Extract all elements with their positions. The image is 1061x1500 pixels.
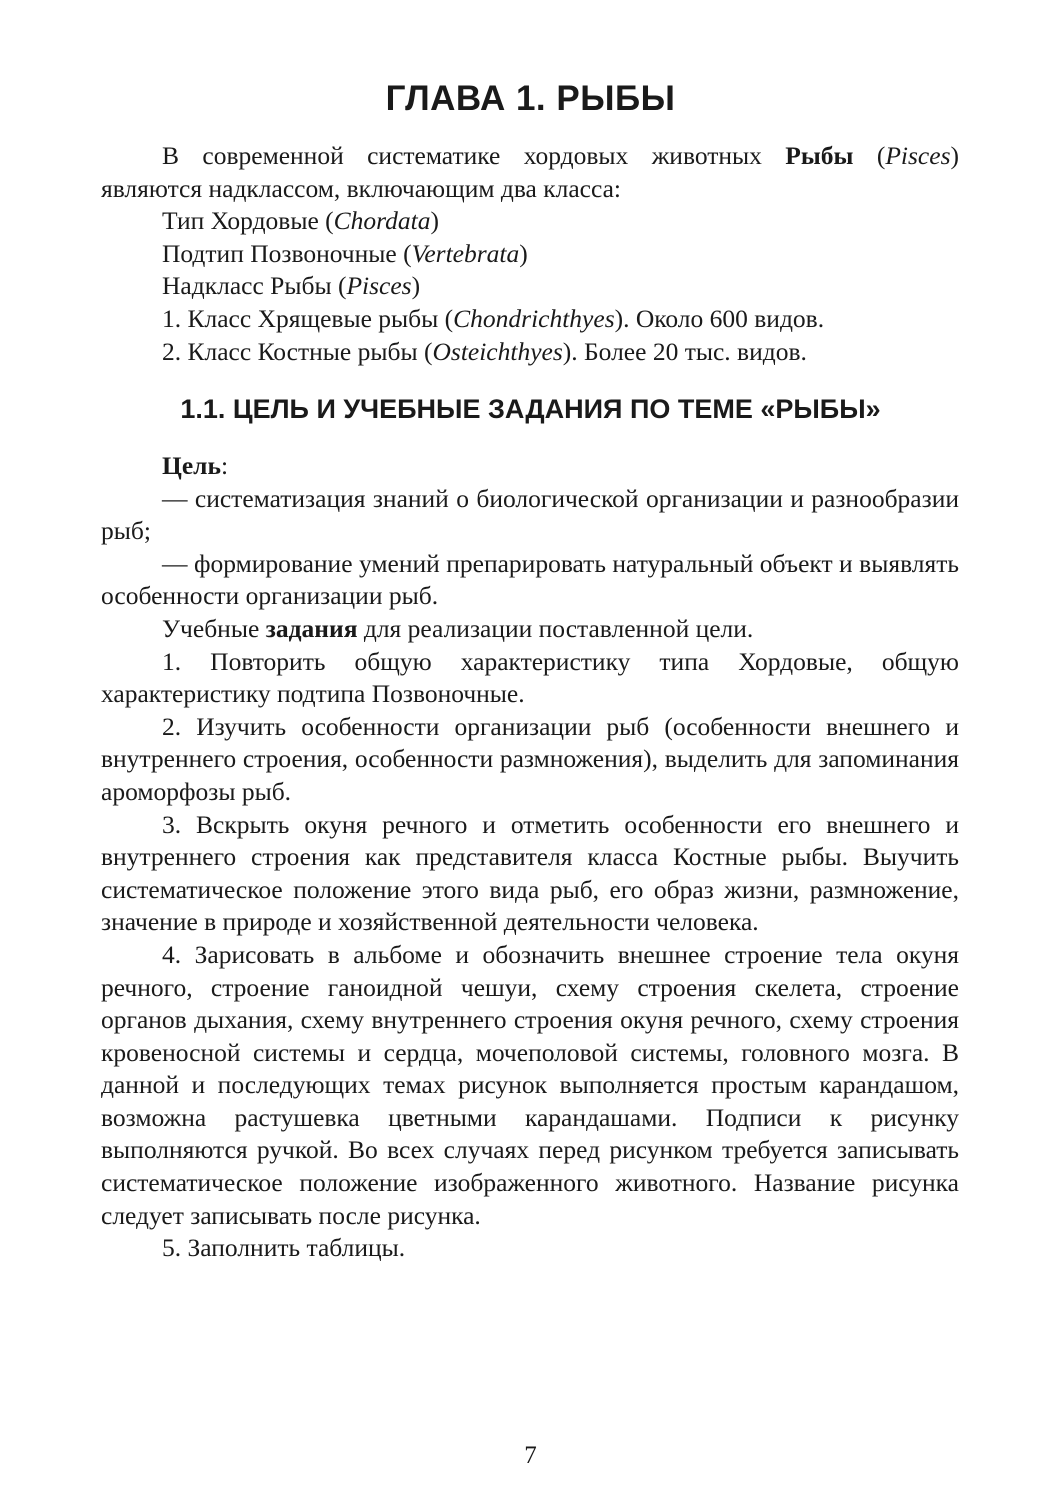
goal-item: — систематизация знаний о биологической организации и разнообразии рыб; <box>101 483 959 546</box>
taxon-superclass: Надкласс Рыбы (Pisces) <box>162 271 421 301</box>
taxon-phylum: Тип Хордовые (Chordata) <box>162 206 439 236</box>
task-item: 1. Повторить общую характеристику типа Хордовые, общую характеристику подтипа Позвоночные. <box>101 646 959 709</box>
class-item: 1. Класс Хрящевые рыбы (Chondrichthyes). Около 600 видов. <box>162 303 825 333</box>
task-item: 5. Заполнить таблицы. <box>162 1233 406 1263</box>
taxon-subphylum: Подтип Позвоночные (Vertebrata) <box>162 238 528 268</box>
intro-block <box>101 140 959 368</box>
page-number: 7 <box>524 1442 537 1469</box>
class-item: 2. Класс Костные рыбы (Osteichthyes). Более 20 тыс. видов. <box>162 336 807 366</box>
task-item: 4. Зарисовать в альбоме и обозначить внешнее строение тела окуня речного, строение ганоидной чешуи, схему строения скелета, строение органов дыхания, схему внутреннего строения окуня речного, схему строения кровеносной системы и сердца, мочеполовой системы, головного мозга. В данной и последующих темах рисунок выполняется простым карандашом, возможна растушевка цветными карандашами. Подписи к рисунку выполняются ручкой. Во всех случаях перед рисунком требуется записывать систематическое положение изображенного животного. Название рисунка следует записывать после рисунка. <box>101 939 959 1230</box>
goal-item: — формирование умений препарировать натуральный объект и выявлять особенности организации рыб. <box>101 548 959 611</box>
goal-label: Цель: <box>162 451 229 480</box>
goals-block <box>101 450 959 1265</box>
chapter-title: ГЛАВА 1. РЫБЫ <box>385 79 676 118</box>
tasks-intro: Учебные задания для реализации поставленной цели. <box>162 613 754 643</box>
intro-paragraph: В современной систематике хордовых животных Рыбы (Pisces) являются надклассом, включающим два класса: <box>101 141 959 203</box>
section-title: 1.1. ЦЕЛЬ И УЧЕБНЫЕ ЗАДАНИЯ ПО ТЕМЕ «РЫБЫ» <box>180 394 881 424</box>
task-item: 2. Изучить особенности организации рыб (особенности внешнего и внутреннего строения, особенности размножения), выделить для запоминания ароморфозы рыб. <box>101 711 959 806</box>
task-item: 3. Вскрыть окуня речного и отметить особенности его внешнего и внутреннего строения как представителя класса Костные рыбы. Выучить систематическое положение этого вида рыб, его образ жизни, размножение, значение в природе и хозяйственной деятельности человека. <box>101 809 959 937</box>
